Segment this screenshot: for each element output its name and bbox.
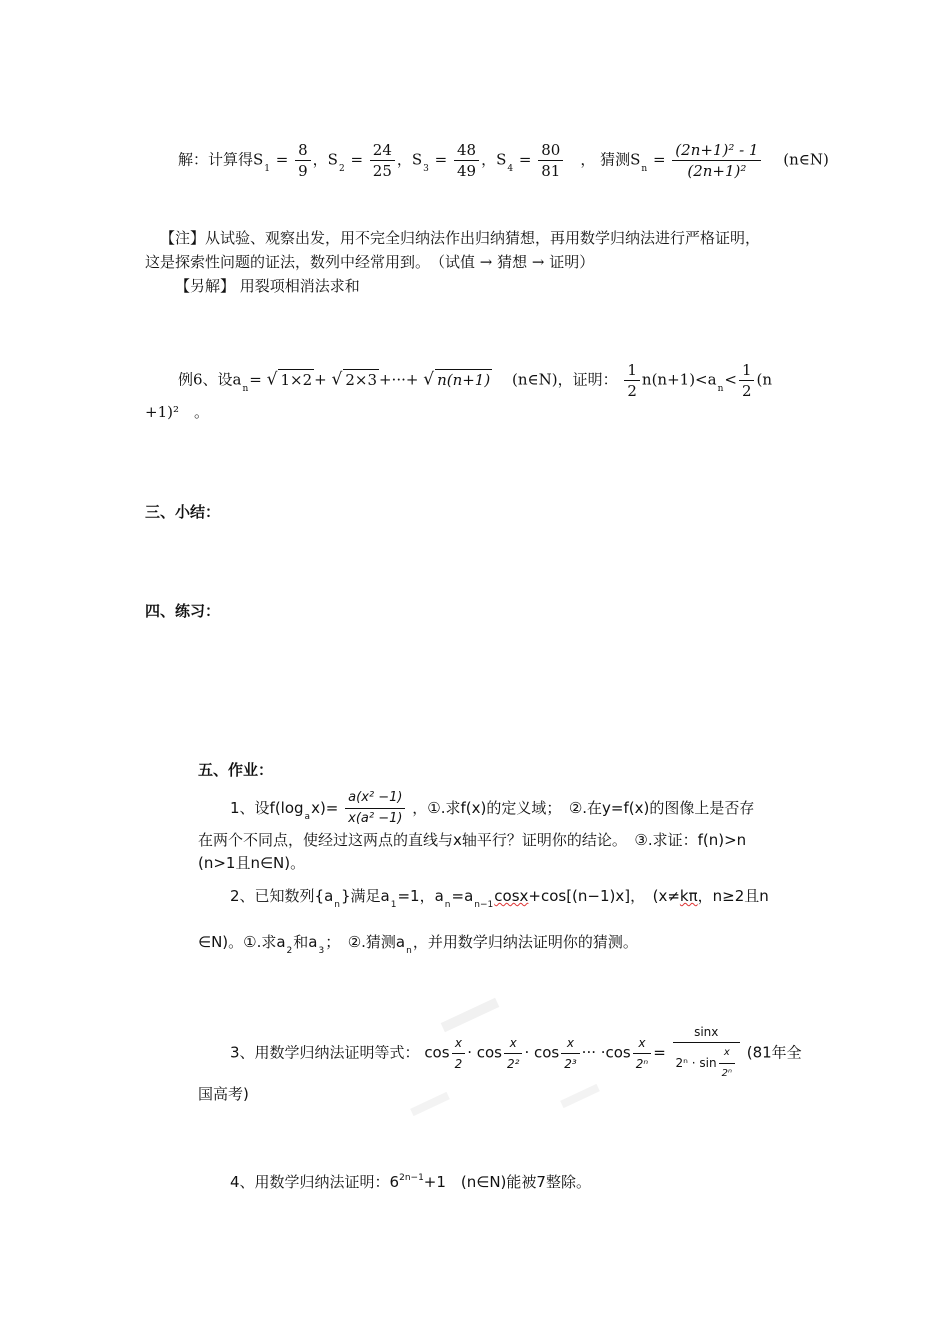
section-homework: 五、作业： bbox=[198, 761, 274, 779]
alt-solution: 【另解】 用裂项相消法求和 bbox=[175, 277, 360, 295]
watermark-mark bbox=[410, 1092, 450, 1116]
example6-line: 例6、设$a_n=$ √ 1×2 + √ 2×3 +···+ √ n(n+1) (n∈N)，证明： $\frac{1}{2}$ $n(n+1)<a_n<$ $\frac{1}{2}$ (n bbox=[178, 361, 772, 400]
homework-q2-line2: ∈N)。①.求$a_2$和$a_3$； ②.猜测$a_n$，并用数学归纳法证明你的猜测。 bbox=[198, 933, 638, 956]
solution-line: 解：计算得$S_1$ = $\frac{8}{9}$ ，$S_2$ = $\frac{24}{25}$ ，$S_3$ = $\frac{48}{49}$ ，$S_4$ = $\frac{80}{81}$ ， 猜测$S_n$ = $\frac{\text{(2n+1)² - 1}}{\text{(2n+1)²}}$ (n∈N) bbox=[178, 141, 829, 180]
homework-q1-line3: (n>1且n∈N)。 bbox=[198, 854, 306, 872]
watermark-mark bbox=[560, 1084, 600, 1108]
guess-label: 猜测S bbox=[600, 150, 641, 169]
example6-prefix: 例6、设a bbox=[178, 370, 242, 389]
example6-line-2: +1)² 。 bbox=[145, 403, 209, 421]
homework-q1: 1、设$f(\log_ax)=$ $\frac{\text{a(x² −1)}}{\text{x(a² −1)}}$ ，①.求f(x)的定义域； ②.在y=f(x)的图像上是否存 bbox=[230, 788, 754, 829]
example6-condition: (n∈N)，证明： bbox=[511, 370, 618, 389]
sqrt-term-1: 1×2 bbox=[280, 370, 313, 389]
section-practice: 四、练习： bbox=[145, 602, 221, 620]
note-line-1: 【注】从试验、观察出发，用不完全归纳法作出归纳猜想，再用数学归纳法进行严格证明， bbox=[160, 229, 761, 247]
sn-fraction: $\frac{\text{(2n+1)² - 1}}{\text{(2n+1)²}}$ bbox=[672, 140, 761, 181]
sqrt-term-n: n(n+1) bbox=[437, 370, 491, 389]
sqrt-term-2: 2×3 bbox=[345, 370, 377, 389]
solution-prefix: 解：计算得S bbox=[178, 150, 264, 169]
q3-rhs-fraction: sinx 2ⁿ · sin $\frac{x}{\text{2ⁿ}}$ bbox=[673, 1022, 740, 1084]
homework-q3-line2: 国高考) bbox=[198, 1085, 249, 1103]
note-line-2: 这是探索性问题的证法，数列中经常用到。 （试值 → 猜想 → 证明） bbox=[145, 253, 595, 271]
homework-q3: 3、用数学归纳法证明等式： cos $\frac{x}{2}$ · cos $\frac{x}{\text{2²}}$ · cos $\frac{x}{\text{2³}}$ ··· ·cos $\frac{x}{\text{2ⁿ}}$ = sinx 2ⁿ · sin $\frac{x}{\text{2ⁿ}}$ (81年全 bbox=[230, 1022, 802, 1084]
q1-fraction: $\frac{\text{a(x² −1)}}{\text{x(a² −1)}}$ bbox=[345, 788, 405, 829]
s3-fraction: $\frac{48}{49}$ bbox=[454, 140, 479, 181]
homework-q1-line2: 在两个不同点，使经过这两点的直线与x轴平行？证明你的结论。 ③.求证：f(n)>n bbox=[198, 831, 747, 849]
section-summary: 三、小结： bbox=[145, 503, 221, 521]
s2-fraction: $\frac{24}{25}$ bbox=[370, 140, 395, 181]
s4-fraction: $\frac{80}{81}$ bbox=[538, 140, 563, 181]
homework-q2: 2、已知数列$\{a_n\}$满足$a_1=1$，$a_n=a_{n-1}\cos x+\cos[(n-1)x]$， (x≠kπ，n≥2且n bbox=[230, 887, 769, 910]
s1-fraction: $\frac{8}{9}$ bbox=[295, 140, 311, 181]
solution-domain: (n∈N) bbox=[783, 150, 829, 169]
homework-q4: 4、用数学归纳法证明：$6^{2n-1}+1$ (n∈N)能被7整除。 bbox=[230, 1173, 591, 1191]
